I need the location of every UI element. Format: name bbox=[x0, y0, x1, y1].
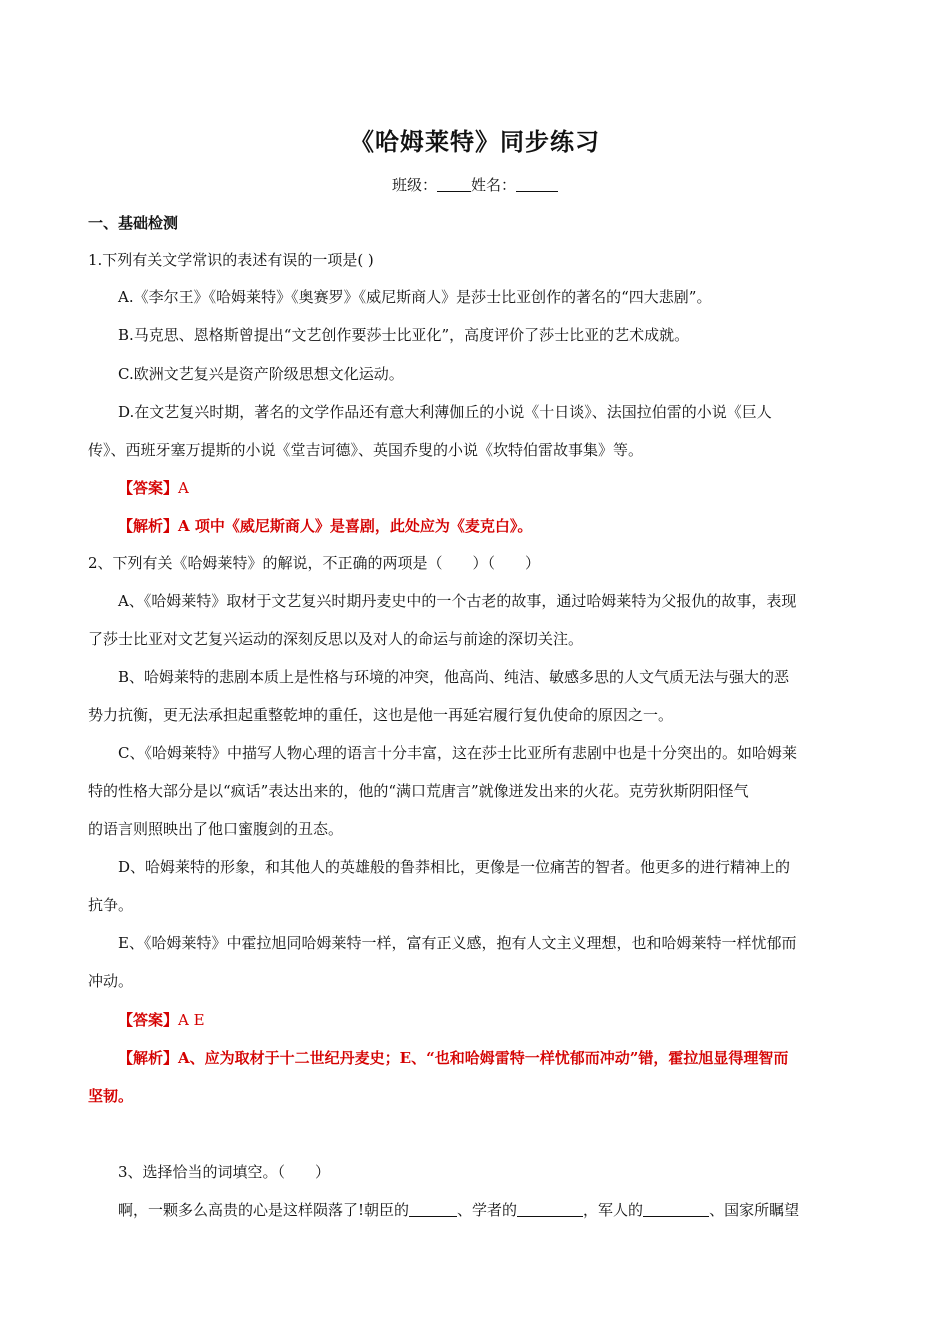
q2-option-a-line2: 了莎士比亚对文艺复兴运动的深刻反思以及对人的命运与前途的深切关注。 bbox=[88, 630, 584, 648]
q1-analysis bbox=[118, 516, 532, 536]
q2-option-c-line3: 的语言则照映出了他口蜜腹剑的丑态。 bbox=[88, 820, 344, 838]
q1-analysis-text: A 项中《威尼斯商人》是喜剧，此处应为《麦克白》。 bbox=[178, 517, 533, 535]
q2-option-d-line1: D、哈姆莱特的形象，和其他人的英雄般的鲁莽相比，更像是一位痛苦的智者。他更多的进行精神上的 bbox=[118, 858, 791, 876]
q3-text-part2: 、学者的 bbox=[457, 1201, 518, 1219]
q3-text-part1: 啊，一颗多么高贵的心是这样陨落了!朝臣的 bbox=[118, 1201, 410, 1219]
class-label: 班级： bbox=[391, 176, 437, 194]
section-heading: 一、基础检测 bbox=[88, 214, 179, 232]
q3-blank-1[interactable] bbox=[409, 1202, 457, 1217]
q2-option-e-line1: E、《哈姆莱特》中霍拉旭同哈姆莱特一样，富有正义感，抱有人文主义理想，也和哈姆莱特一样忧郁而 bbox=[118, 934, 797, 952]
q2-option-b-line1: B、哈姆莱特的悲剧本质上是性格与环境的冲突，他高尚、纯洁、敏感多思的人文气质无法与强大的恶 bbox=[118, 668, 790, 686]
q1-analysis-label: 【解析】 bbox=[118, 517, 179, 535]
q2-option-c-line1: C、《哈姆莱特》中描写人物心理的语言十分丰富，这在莎士比亚所有悲剧中也是十分突出的。如哈姆莱 bbox=[118, 744, 797, 762]
q2-option-b-line2: 势力抗衡，更无法承担起重整乾坤的重任，这也是他一再延宕履行复仇使命的原因之一。 bbox=[88, 706, 674, 724]
q1-option-a: A.《李尔王》《哈姆莱特》《奥赛罗》《威尼斯商人》是莎士比亚创作的著名的“四大悲剧”。 bbox=[118, 288, 712, 306]
name-label: 姓名： bbox=[471, 176, 517, 194]
q2-analysis-label: 【解析】 bbox=[118, 1049, 179, 1067]
q1-answer-value: A bbox=[178, 479, 189, 497]
q1-option-b: B.马克思、恩格斯曾提出“文艺创作要莎士比亚化”，高度评价了莎士比亚的艺术成就。 bbox=[118, 326, 690, 344]
q3-stem: 3、选择恰当的词填空。（ ） bbox=[118, 1163, 331, 1181]
q2-analysis-line1 bbox=[118, 1048, 788, 1068]
q2-option-c-line2: 特的性格大部分是以“疯话”表达出来的，他的“满口荒唐言”就像迸发出来的火花。克劳狄斯阴阳怪气 bbox=[88, 782, 749, 800]
q1-answer bbox=[118, 478, 189, 498]
q2-analysis-text: A、应为取材于十二世纪丹麦史；E、“也和哈姆雷特一样忧郁而冲动”错，霍拉旭显得理智而 bbox=[178, 1049, 789, 1067]
q3-text bbox=[118, 1200, 799, 1220]
q2-answer-label: 【答案】 bbox=[118, 1011, 179, 1029]
q1-answer-label: 【答案】 bbox=[118, 479, 179, 497]
class-name-line bbox=[0, 174, 950, 195]
class-blank[interactable] bbox=[437, 177, 471, 192]
q3-blank-2[interactable] bbox=[517, 1202, 583, 1217]
q3-text-part3: ，军人的 bbox=[583, 1201, 644, 1219]
q3-blank-3[interactable] bbox=[643, 1202, 709, 1217]
q2-answer-value: A E bbox=[178, 1011, 205, 1029]
q1-option-d-line2: 传》、西班牙塞万提斯的小说《堂吉诃德》、英国乔叟的小说《坎特伯雷故事集》等。 bbox=[88, 441, 644, 459]
q2-answer bbox=[118, 1010, 205, 1030]
q2-option-e-line2: 冲动。 bbox=[88, 972, 134, 990]
q2-option-d-line2: 抗争。 bbox=[88, 896, 134, 914]
q2-option-a-line1: A、《哈姆莱特》取材于文艺复兴时期丹麦史中的一个古老的故事，通过哈姆莱特为父报仇的故事，表现 bbox=[118, 592, 797, 610]
q1-stem: 1.下列有关文学常识的表述有误的一项是( ) bbox=[88, 251, 374, 269]
page-title: 《哈姆莱特》同步练习 bbox=[350, 127, 600, 156]
q2-analysis-line2: 坚韧。 bbox=[88, 1087, 134, 1105]
q3-text-part4: 、国家所瞩望 bbox=[709, 1201, 800, 1219]
name-blank[interactable] bbox=[516, 177, 558, 192]
q1-option-c: C.欧洲文艺复兴是资产阶级思想文化运动。 bbox=[118, 365, 404, 383]
q1-option-d-line1: D.在文艺复兴时期，著名的文学作品还有意大利薄伽丘的小说《十日谈》、法国拉伯雷的小说《巨人 bbox=[118, 403, 772, 421]
q2-stem: 2、下列有关《哈姆莱特》的解说，不正确的两项是（ ）（ ） bbox=[88, 554, 541, 572]
